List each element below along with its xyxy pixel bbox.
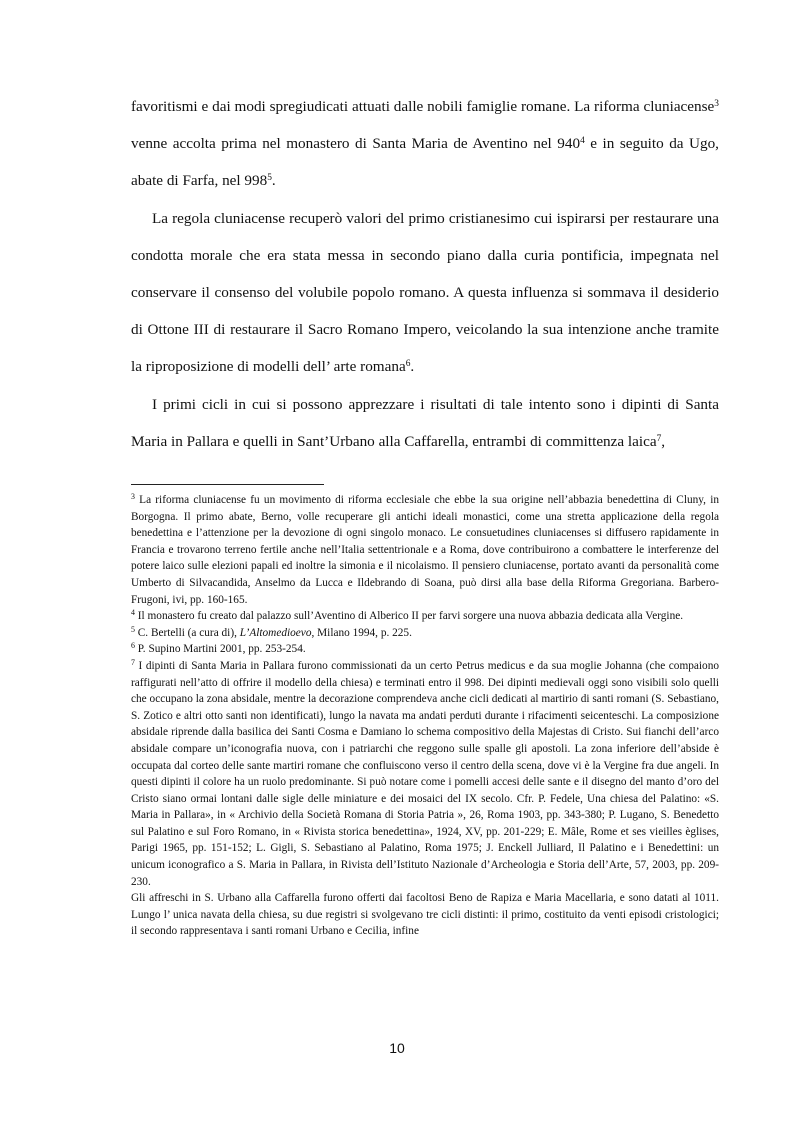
footnote-5 <box>131 625 719 642</box>
page-number: 10 <box>389 1040 405 1056</box>
paragraph-text: favoritismi e dai modi spregiudicati attuati dalle nobili famiglie romane. La riforma cluniacense <box>131 98 715 115</box>
paragraph-2 <box>131 200 719 386</box>
paragraph-1 <box>131 88 719 200</box>
footnote-ref-3[interactable]: 3 <box>714 98 719 109</box>
footnote-number: 6 <box>131 641 135 651</box>
footnote-number: 7 <box>131 657 135 667</box>
paragraph-text: . <box>271 172 276 190</box>
paragraph-3 <box>131 386 719 460</box>
footnote-text: Il monastero fu creato dal palazzo sull’Aventino di Alberico II per farvi sorgere una nuova abbazia dedicata alla Vergine. <box>134 610 684 623</box>
footnote-ref-6[interactable]: 6 <box>405 359 411 370</box>
footnote-3 <box>131 492 719 608</box>
footnote-number: 3 <box>131 492 135 502</box>
footnote-text: La riforma cluniacense fu un movimento di riforma ecclesiale che ebbe la sua origine nell’abbazia benedettina di Cluny, in Borgogna. Il primo abate, Berno, volle recuperare gli antichi ideali monastici, come una stretta applicazione della regola benedettina e l’attenzione per la devozione di ogni singolo monaco. Le consuetudines cluniacenses si diffusero rapidamente in Francia e trovarono terreno fertile anche nell’Italia settentrionale e a Roma, dove contribuirono a combattere le interferenze del potere laico sulle elezioni papali ed inoltre la simonia e il nicolaismo. Il pensiero cluniacense, portato avanti da personalità come Umberto di Silvacandida, Anselmo da Lucca e Ildebrando di Soana, può dirsi alla base della Riforma Gregoriana. Barbero-Frugoni, ivi, pp. 160-165. <box>131 494 719 606</box>
footnote-ref-5[interactable]: 5 <box>267 173 272 184</box>
footnote-ref-7[interactable]: 7 <box>656 433 662 444</box>
paragraph-text: venne accolta prima nel monastero di Santa Maria de Aventino nel 940 <box>131 135 581 153</box>
footnote-number: 4 <box>131 608 135 618</box>
footnote-7 <box>131 658 719 890</box>
main-text <box>131 88 719 460</box>
paragraph-text: e in seguito da Ugo, abate di Farfa, nel 998 <box>131 135 719 190</box>
footnote-book-title: L’Altomedioevo <box>239 626 312 639</box>
paragraph-text: La regola cluniacense recuperò valori del primo cristianesimo cui ispirarsi per restaurare una condotta morale che era stata messa in secondo piano dalla curia pontificia, impegnata nel conservare il consenso del volubile popolo romano. A questa influenza si sommava il desiderio di Ottone III di restaurare il Sacro Romano Impero, veicolando la sua intenzione anche tramite la riproposizione di modelli dell’ arte romana <box>131 209 719 376</box>
paragraph-text: . <box>410 358 415 376</box>
footnote-7-continuation: Gli affreschi in S. Urbano alla Caffarella furono offerti dai facoltosi Beno de Rapiza e Maria Macellaria, e sono datati al 1011. Lungo l’ unica navata della chiesa, su due registri si svolgevano tre cicli distinti: il primo, costituito da venti episodi cristologici; il secondo rappresentava i santi romani Urbano e Cecilia, infine <box>131 892 719 938</box>
footnote-text: , Milano 1994, p. 225. <box>311 626 412 639</box>
footnote-text: I dipinti di Santa Maria in Pallara furono commissionati da un certo Petrus medicus e da sua moglie Johanna (che compaiono raffigurati nell’atto di offrire il modello della chiesa) e terminati entro il 998. Dei dipinti medievali oggi sono visibili solo quelli che occupano la zona absidale, mentre la decorazione comprendeva anche cicli dedicati al martirio di santi romani (S. Sebastiano, S. Zotico e altri otto santi non identificati), lungo la navata ma andati perduti durante i rifacimenti seicenteschi. La composizione absidale riprende dalla basilica dei Santi Cosma e Damiano lo schema compositivo della Majestas di Cristo. Sui fianchi dell’arco absidale compare un’iconografia nuova, con i patriarchi che reggono sulle spalle gli apostoli. La zona inferiore dell’abside è occupata dal corteo delle sante martiri romane che confluiscono verso il centro della scena, dove vi è la Vergine fra due angeli. In questi dipinti il colore ha un ruolo predominante. Si può notare come i pomelli accesi delle sante e il disegno del manto d’oro del Cristo siano ormai lontani dalle sigle delle miniature e dei mosaici del IX secolo. Cfr. P. Fedele, Una chiesa del Palatino: «S. Maria in Pallara», in « Archivio della Società Romana di Storia Patria », 26, Roma 1903, pp. 343-380; P. Lugano, S. Benedetto sul Palatino e sul Foro Romano, in « Rivista storica benedettina», 1924, XV, pp. 201-229; E. Mâle, Rome et ses vieilles èglises, Parigi 1965, pp. 151-152; L. Gigli, S. Sebastiano al Palatino, Roma 1975; J. Enckell Julliard, Il Palatino e i Benedettini: un unicum iconografico a S. Maria in Pallara, in Rivista dell’Istituto Nazionale d’Archeologia e Storia dell’Arte, 57, 2003, pp. 209-230. <box>131 659 719 888</box>
footnote-6 <box>131 641 719 658</box>
footnote-text: P. Supino Martini 2001, pp. 253-254. <box>134 643 306 656</box>
paragraph-text: , <box>661 432 666 450</box>
footnote-text: C. Bertelli (a cura di), <box>134 626 240 639</box>
footnote-ref-4[interactable]: 4 <box>580 136 585 147</box>
footnote-separator <box>131 484 324 485</box>
paragraph-text: I primi cicli in cui si possono apprezzare i risultati di tale intento sono i dipinti di Santa Maria in Pallara e quelli in Sant’Urbano alla Caffarella, entrambi di committenza laica <box>131 395 719 450</box>
footnotes <box>131 492 719 940</box>
footnote-4 <box>131 608 719 625</box>
footnote-number: 5 <box>131 624 135 634</box>
